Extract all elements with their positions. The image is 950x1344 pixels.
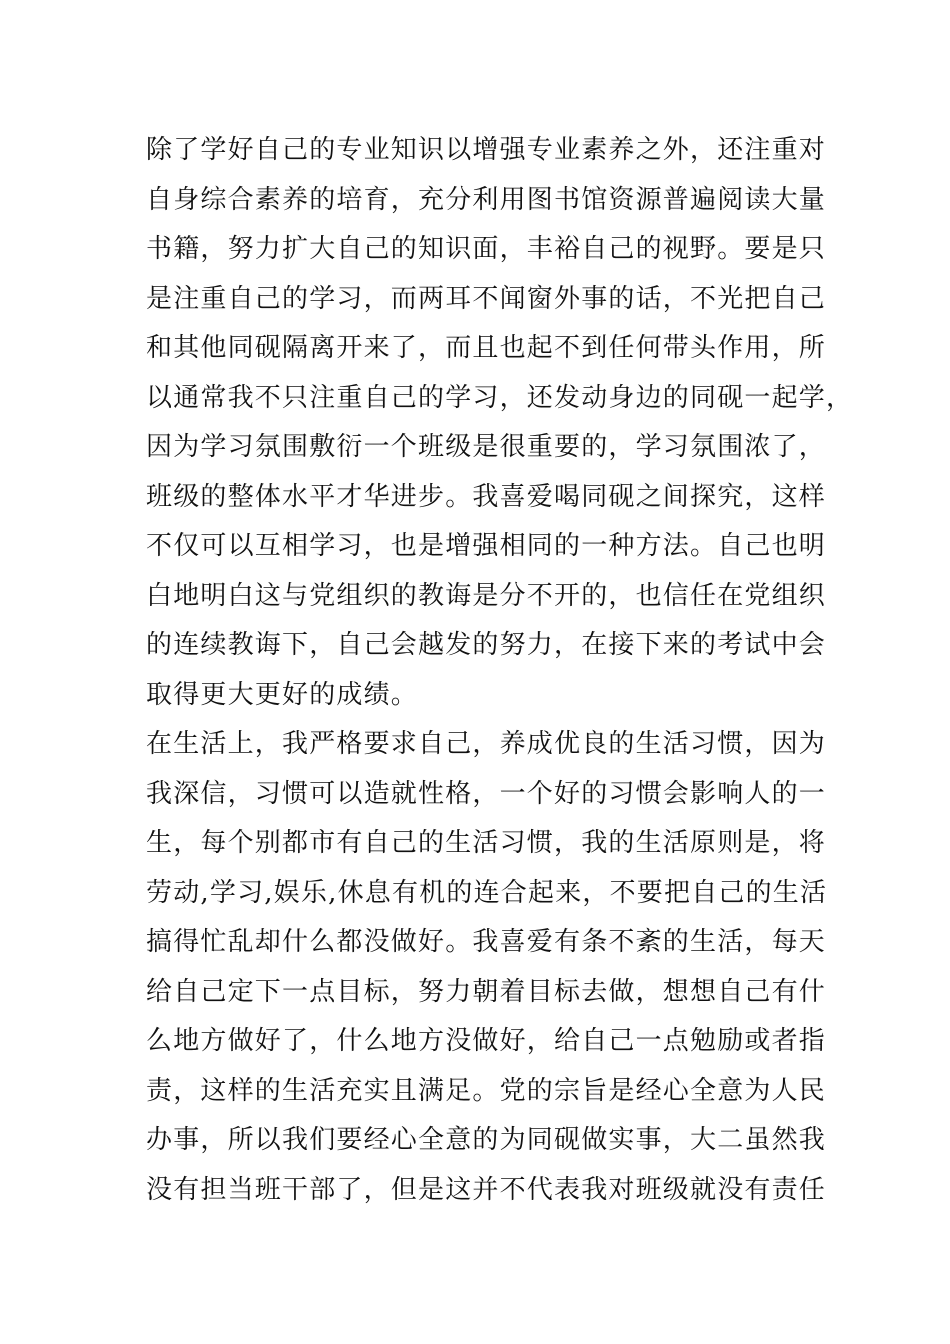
text-line: 和其他同砚隔离开来了，而且也起不到任何带头作用，所: [146, 333, 827, 363]
text-line: 办事，所以我们要经心全意的为同砚做实事，大二虽然我: [146, 1125, 827, 1155]
text-line: 不仅可以互相学习，也是增强相同的一种方法。自己也明: [146, 531, 827, 561]
text-line: 班级的整体水平才华进步。我喜爱喝同砚之间探究，这样: [146, 481, 827, 512]
text-line: 没有担当班干部了，但是这并不代表我对班级就没有责任: [146, 1174, 827, 1205]
text-line: 在生活上，我严格要求自己，养成优良的生活习惯，因为: [146, 729, 827, 759]
text-line: 自身综合素养的培育，充分利用图书馆资源普遍阅读大量: [146, 184, 827, 215]
text-line: 搞得忙乱却什么都没做好。我喜爱有条不紊的生活，每天: [146, 927, 827, 957]
text-line: 取得更大更好的成绩。: [146, 679, 419, 710]
text-line: 书籍，努力扩大自己的知识面，丰裕自己的视野。要是只: [146, 234, 827, 264]
text-line: 因为学习氛围敷衍一个班级是很重要的，学习氛围浓了，: [146, 432, 827, 462]
text-line: 生，每个别都市有自己的生活习惯，我的生活原则是，将: [146, 828, 827, 858]
text-line: 我深信，习惯可以造就性格，一个好的习惯会影响人的一: [146, 778, 827, 809]
text-line: 给自己定下一点目标，努力朝着目标去做，想想自己有什: [146, 976, 827, 1007]
text-line: 除了学好自己的专业知识以增强专业素养之外，还注重对: [146, 135, 827, 165]
text-line: 劳动,学习,娱乐,休息有机的连合起来，不要把自己的生活: [146, 877, 828, 908]
text-line: 白地明白这与党组织的教诲是分不开的，也信任在党组织: [146, 580, 827, 611]
text-line: 责，这样的生活充实且满足。党的宗旨是经心全意为人民: [146, 1075, 827, 1106]
text-line: 么地方做好了，什么地方没做好，给自己一点勉励或者指: [146, 1026, 827, 1056]
text-line: 的连续教诲下，自己会越发的努力，在接下来的考试中会: [146, 630, 827, 660]
text-line: 以通常我不只注重自己的学习，还发动身边的同砚一起学，: [146, 382, 854, 413]
body-text: [146, 126, 854, 1215]
text-line: 是注重自己的学习，而两耳不闻窗外事的话，不光把自己: [146, 283, 827, 314]
